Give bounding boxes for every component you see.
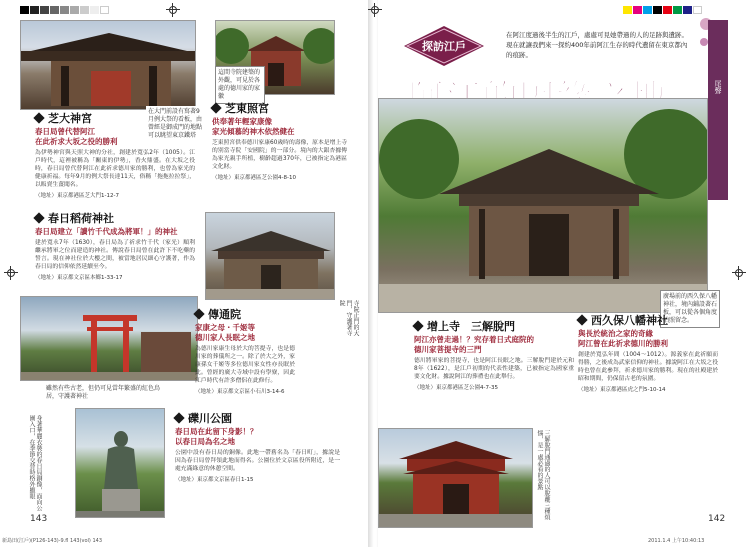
dentsuin-photo xyxy=(205,212,335,300)
section-subtitle: 與長於統治之家的奇緣 阿江曾在此祈求德川的勝利 xyxy=(578,329,668,348)
print-footer: 新島田(江戶)(P126-143)-9.fl 143(vol) 143 xyxy=(2,538,103,544)
kasuga-statue-photo xyxy=(75,408,165,518)
section-subtitle: 春日局在此留下身影！？ 以春日局為名之地 xyxy=(175,427,258,446)
section-address: （地址）東京都港區芝大門1-12-7 xyxy=(35,193,119,199)
left-page xyxy=(0,0,372,547)
page-number: 142 xyxy=(708,514,726,524)
section-body: 建於寬永7年（1630），春日局為了祈求竹千代（家光）順利繼承將軍之位而建造的神社。傳說春日局曾在此許下不吃藥的誓言。現在神社位於大樓之間，被當地居民細心守護著，作為春日局的信仰依然延續至今。 xyxy=(35,240,195,270)
section-address: （地址）東京都文京區春日1-15 xyxy=(175,477,254,483)
photo-caption: 身著華麗衣裝的春日局銅像，面向公園入口，在季節交替時格外顯眼 xyxy=(28,415,42,511)
print-footer: 2011.1.4 上午10:40:13 xyxy=(648,538,705,544)
side-strip xyxy=(708,20,728,200)
page-number: 143 xyxy=(30,514,48,524)
section-address: （地址）東京都文京區小石川3-14-6 xyxy=(195,389,285,395)
registration-mark-icon xyxy=(368,3,382,17)
diamond-bullet-icon xyxy=(412,320,423,331)
section-address: （地址）東京都港區芝公園4-7-35 xyxy=(414,385,498,391)
section-title: 傳通院 xyxy=(208,308,241,321)
diamond-bullet-icon xyxy=(210,102,221,113)
diamond-bullet-icon xyxy=(33,112,44,123)
diamond-bullet-icon xyxy=(173,412,184,423)
section-address: （地址）東京都港區虎之門5-10-14 xyxy=(578,387,666,393)
section-subtitle: 春日局曾代替阿江 在此祈求大坂之役的勝利 xyxy=(35,127,118,146)
registration-mark-icon xyxy=(166,3,180,17)
photo-caption: 雖然有些古老，但仍可見當年繁盛的紅色鳥居，守護著神社 xyxy=(44,383,164,403)
section-body: 為德川家康生母於大的菩提寺，也是德川家的葬儀所之一。除了於大之外，家康孫女千姬等多位德川家女性亦長眠於此。曾經的廣大寺域中設有學寮，因此江戶時代有許多僧侶在此修行。 xyxy=(195,346,295,384)
section-address: （地址）東京都文京區本鄉1-33-17 xyxy=(35,275,123,281)
section-title: 春日稻荷神社 xyxy=(48,212,114,225)
right-page xyxy=(378,0,750,547)
section-title: 增上寺 三解脫門 xyxy=(427,320,515,333)
section-body: 為伊勢神宮與天照大神的分社，創建於寬弘2年（1005）。江戶時代，這裡被稱為「關東的伊勢」，香火鼎盛。在大坂之役時，春日局曾代替阿江在此祈求德川家的勝利，也曾為家光的健康祈福。每年9月的例大祭長達11天，俗稱「拖拖拉拉祭」，以販賣生薑聞名。 xyxy=(35,150,195,188)
nishikubo-hachiman-photo xyxy=(378,98,708,313)
section-shiba-toshogu xyxy=(212,100,347,181)
section-dentsuin xyxy=(195,306,295,395)
section-title: 礫川公園 xyxy=(188,412,232,425)
section-body: 德川將軍家的菩提寺，也是阿江長眠之地。三解脫門建於元和8年（1622），是江戶初期的代表性建築，已被指定為國家重要文化財。據說阿江的葬禮也在此舉行。 xyxy=(414,358,574,380)
section-shiba-daijingu xyxy=(35,110,195,199)
sangedatsumon-photo xyxy=(378,428,533,528)
section-title: 芝大神宮 xyxy=(48,112,92,125)
diamond-bullet-icon xyxy=(576,314,587,325)
photo-caption: 三解脫門通過的人可以脫離三種煩惱，是一處必看的景點 xyxy=(536,430,550,520)
section-subtitle: 家康之母・千姬等 德川家人長眠之地 xyxy=(195,323,255,342)
section-rekisen-park xyxy=(175,410,340,483)
registration-mark-icon xyxy=(732,266,746,280)
registration-mark-icon xyxy=(4,266,18,280)
shiba-daijingu-photo xyxy=(20,20,196,110)
section-title: 西久保八幡神社 xyxy=(591,314,668,327)
kasuga-inari-photo xyxy=(20,296,198,381)
color-bar-right xyxy=(623,6,702,14)
section-address: （地址）東京都港區芝公園4-8-10 xyxy=(212,175,296,181)
color-bar-left xyxy=(20,6,109,14)
side-label: 尾聲 xyxy=(714,80,722,94)
section-title: 芝東照宮 xyxy=(225,102,269,115)
section-subtitle: 供奉著年輕家康像 家光傾慕的神木依然健在 xyxy=(212,117,295,136)
section-body: 芝東照宮供奉德川家康60歲時的壽像，原本是增上寺的別當寺院「安國院」的一部分。境內的大銀杏據傳為家光親手所植，樹齡超過370年，已被指定為港區文化財。 xyxy=(212,140,347,170)
intro-text: 在阿江度過後半生的江戶，處處可見她帶過的人的足跡與遺跡。現在就讓我們來一探約400年前阿江生存的時代遺留在東京都內的痕跡。 xyxy=(506,31,688,59)
section-kasuga-inari xyxy=(35,210,195,281)
header-badge xyxy=(404,26,484,66)
section-subtitle: 春日局建立「讀竹千代成為將軍！」的神社 xyxy=(35,227,178,236)
section-nishikubo-hachiman xyxy=(578,312,718,393)
diamond-bullet-icon xyxy=(33,212,44,223)
photo-caption: 這間寺院建築的外觀，可見於各處的德川家的家徽 xyxy=(215,66,265,104)
section-subtitle: 阿江亦曾走過！？究存着日式庭院的 德川家菩提寺的三門 xyxy=(414,335,534,354)
photo-caption: 廣場前的西久保八幡神社，境內鋪設著石板，可以從各個角度拍照留念。 xyxy=(660,290,720,328)
section-body: 創建於寬弘年間（1004～1012）。源義家在此祈願而得勝，之後成為武家信仰的神社。據說阿江在大坂之役時也曾在此參拜，祈求德川家的勝利。現在的社殿建於昭和期間，仍保留古老的氛圍。 xyxy=(578,352,718,382)
diamond-bullet-icon xyxy=(193,308,204,319)
section-zojoji xyxy=(414,318,574,391)
section-body: 公園中設有春日局的銅像。此地一帶舊名為「春日町」，據說是因為春日局曾拜領此地而得名。公園位於文京區役所附近，是一處充滿綠意的休憩空間。 xyxy=(175,450,340,472)
photo-caption: 在大門前設有寫著9月例大祭的看板，由曾經是御成門的地點可以眺望東京鐵塔 xyxy=(146,106,206,142)
header-tag: 探訪江戶 xyxy=(422,40,466,53)
photo-caption: 寺院正門的大門，守護著寺院 xyxy=(338,300,359,336)
